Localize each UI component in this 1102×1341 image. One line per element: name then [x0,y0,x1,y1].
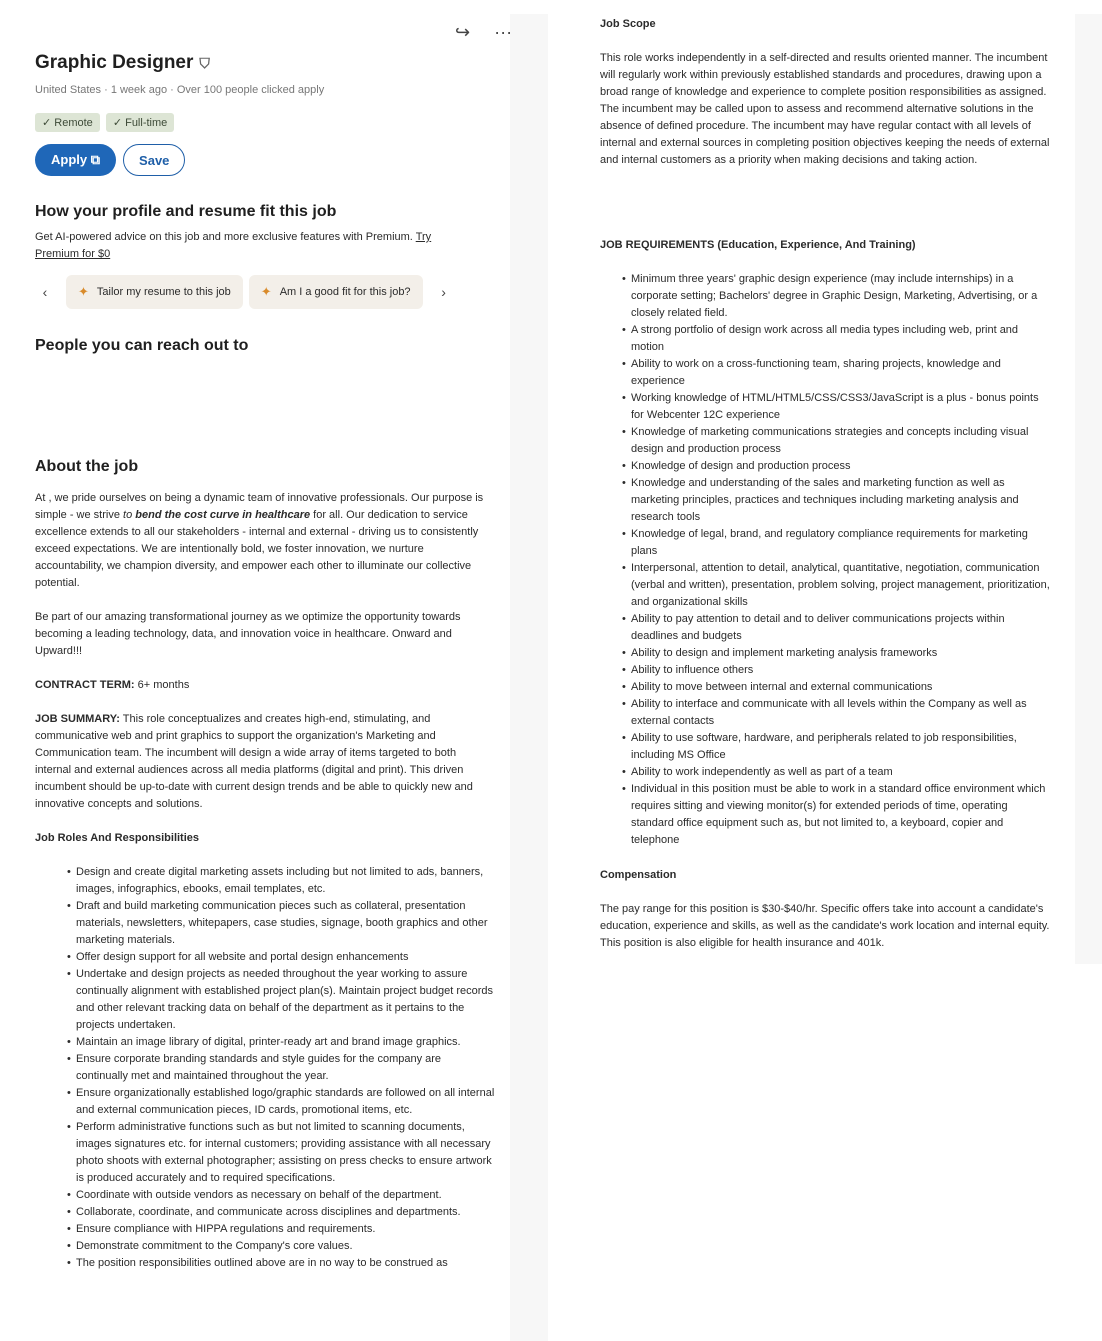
tag-remote: ✓ Remote [35,113,100,132]
premium-text: Get AI-powered advice on this job and more exclusive features with Premium. Try Premium for $0 [35,231,432,260]
list-item: • Ensure organizationally established logo/graphic standards are followed on all internal and external communication pieces, ID cards, promotional items, etc. [35,1085,495,1119]
list-item: • Ability to interface and communicate with all levels within the Company as well as external contacts [590,696,1050,730]
list-item: • Knowledge and understanding of the sales and marketing function as well as marketing principles, practices and techniques including marketing analysis and research tools [590,475,1050,526]
tag-full-time: ✓ Full-time [106,113,174,132]
about-body: At , we pride ourselves on being a dynamic team of innovative professionals. Our purpose is simple - we strive to bend the cost curve in healthcare for all. Our dedication to service excellence extends to all our stakeholders - internal and external - driving us to consistently exceed expectations. We are intentionally bold, we foster innovation, we nurture accountability, we champion diversity, and empower each other to illuminate our collective potential. Be part of our amazing transformational journey as we optimize the opportunity towards becoming a leading technology, data, and innovation voice in healthcare. Onward and Upward!!! CONTRACT TERM: 6+ months JOB SUMMARY: This role conceptualizes and creates high-end, stimulating, and communicative web and print graphics to support the organization's Marketing and Communication team. The incumbent will design a wide array of items targeted to both internal and external audiences across all media platforms (digital and print). This driven incumbent should be up-to-date with current design trends and be able to quickly new and innovative concepts and solutions. Job Roles And Responsibilities • Design and create digital marketing assets including but not limited to ads, banners, images, infographics, ebooks, email templates, etc. • Draft and build marketing communication pieces such as collateral, presentation materials, newsletters, whitepapers, case studies, signage, booth graphics and other marketing materials. • Offer design support for all website and portal design enhancements • Undertake and design projects as needed throughout the year working to assure continually alignment with established project plan(s). Maintain project budget records and other relevant tracking data on behalf of the department as it pertains to the projects undertaken. • Maintain an image library of digital, printer-ready art and brand image graphics. • Ensure corporate branding standards and style guides for the company are continually met and maintained throughout the year. • Ensure organizationally established logo/graphic standards are followed on all internal and external communication pieces, ID cards, promotional items, etc. • Perform administrative functions such as but not limited to scanning documents, images signatures etc. for internal customers; providing assistance with all necessary photo shoots with external photographer; assisting on press checks to ensure artwork is produced accurately and to required specifications. • Coordinate with outside vendors as necessary on behalf of the department. • Collaborate, coordinate, and communicate across disciplines and departments. • Ensure compliance with HIPPA regulations and requirements. • Demonstrate commitment to the Company's core values. • The position responsibilities outlined above are in no way to be construed as [35,490,495,1272]
list-item: • Knowledge of legal, brand, and regulatory compliance requirements for marketing plans [590,526,1050,560]
more-options-icon[interactable]: ··· [494,22,513,42]
list-item: • Ability to design and implement marketing analysis frameworks [590,645,1050,662]
list-item: • Ability to work on a cross-functioning team, sharing projects, knowledge and experience [590,356,1050,390]
list-item: • Ability to pay attention to detail and to deliver communications projects within deadlines and budgets [590,611,1050,645]
list-item: • Maintain an image library of digital, printer-ready art and brand image graphics. [35,1034,495,1051]
gutter [510,14,548,1341]
share-icon[interactable]: ↪ [455,22,471,42]
fit-heading: How your profile and resume fit this job [35,203,337,220]
apply-button[interactable]: Apply ⧉ [35,144,116,176]
roles-list [35,864,495,1272]
list-item: • Individual in this position must be able to work in a standard office environment which requires sitting and viewing monitor(s) for extended periods of time, operating standard office equipment such as, but not limited to, a keyboard, copier and telephone [590,781,1050,849]
compensation-text: The pay range for this position is $30-$40/hr. Specific offers take into account a candidate's education, experience and skills, as well as the candidate's work location and internal equity. This position is also eligible for health insurance and 401k. [600,903,1050,949]
chevron-left-icon[interactable]: ‹ [42,284,48,300]
list-item: • Minimum three years' graphic design experience (may include internships) in a corporate setting; Bachelors' degree in Graphic Design, Marketing, Advertising, or a closely related field. [590,271,1050,322]
list-item: • Ensure corporate branding standards and style guides for the company are continually met and maintained throughout the year. [35,1051,495,1085]
list-item: • Ensure compliance with HIPPA regulations and requirements. [35,1221,495,1238]
job-meta: United States · 1 week ago · Over 100 people clicked apply [35,84,325,96]
list-item: • Knowledge of design and production process [590,458,1050,475]
list-item: • Undertake and design projects as needed throughout the year working to assure continually alignment with established project plan(s). Maintain project budget records and other relevant tracking data on behalf of the department as it pertains to the projects undertaken. [35,966,495,1034]
list-item: • Coordinate with outside vendors as necessary on behalf of the department. [35,1187,495,1204]
requirements-heading: JOB REQUIREMENTS (Education, Experience, And Training) [600,239,916,251]
try-premium-link[interactable]: Try Premium for $0 [35,231,432,260]
list-item: • Ability to use software, hardware, and peripherals related to job responsibilities, including MS Office [590,730,1050,764]
list-item: • Interpersonal, attention to detail, analytical, quantitative, negotiation, communication (verbal and written), presentation, problem solving, project management, prioritization, and organizational skills [590,560,1050,611]
job-scope-text: This role works independently in a self-directed and results oriented manner. The incumbent will regularly work within previously established standards and procedures, drawing upon a broad range of knowledge and experience to complete position responsibilities as assigned. The incumbent may be called upon to assess and recommend alternative solutions in the absence of defined procedure. The incumbent may have regular contact with all levels of internal and external sources in completing position objectives keeping the needs of external and internal customers as a priority when making decisions and taking action. [600,52,1050,166]
sparkle-icon: ✦ [78,284,89,299]
list-item: • A strong portfolio of design work across all media types including web, print and motion [590,322,1050,356]
save-button[interactable]: Save [123,144,185,176]
list-item: • Perform administrative functions such as but not limited to scanning documents, images signatures etc. for internal customers; providing assistance with all necessary photo shoots with external photographer; assisting on press checks to ensure artwork is produced accurately and to required specifications. [35,1119,495,1187]
list-item: • Offer design support for all website and portal design enhancements [35,949,495,966]
list-item: • Ability to move between internal and external communications [590,679,1050,696]
chip-tailor-resume[interactable]: ✦ Tailor my resume to this job [66,275,243,309]
gutter-right [1075,14,1102,964]
chevron-right-icon[interactable]: › [441,284,446,300]
list-item: • The position responsibilities outlined above are in no way to be construed as [35,1255,495,1272]
list-item: • Knowledge of marketing communications strategies and concepts including visual design and production process [590,424,1050,458]
about-heading: About the job [35,458,139,475]
compensation-heading: Compensation [600,869,677,881]
job-scope-heading: Job Scope [600,18,656,30]
sparkle-icon: ✦ [260,284,272,299]
verified-shield-icon: ⛉ [199,54,210,71]
people-heading: People you can reach out to [35,337,249,354]
job-title: Graphic Designer ⛉ [35,52,210,73]
list-item: • Working knowledge of HTML/HTML5/CSS/CSS3/JavaScript is a plus - bonus points for Webcenter 12C experience [590,390,1050,424]
list-item: • Design and create digital marketing assets including but not limited to ads, banners, images, infographics, ebooks, email templates, etc. [35,864,495,898]
requirements-list [590,271,1050,849]
list-item: • Draft and build marketing communication pieces such as collateral, presentation materials, newsletters, whitepapers, case studies, signage, booth graphics and other marketing materials. [35,898,495,949]
list-item: • Collaborate, coordinate, and communicate across disciplines and departments. [35,1204,495,1221]
list-item: • Ability to influence others [590,662,1050,679]
chip-good-fit[interactable]: ✦ Am I a good fit for this job? [249,275,423,309]
external-link-icon: ⧉ [90,152,101,167]
list-item: • Demonstrate commitment to the Company's core values. [35,1238,495,1255]
list-item: • Ability to work independently as well as part of a team [590,764,1050,781]
